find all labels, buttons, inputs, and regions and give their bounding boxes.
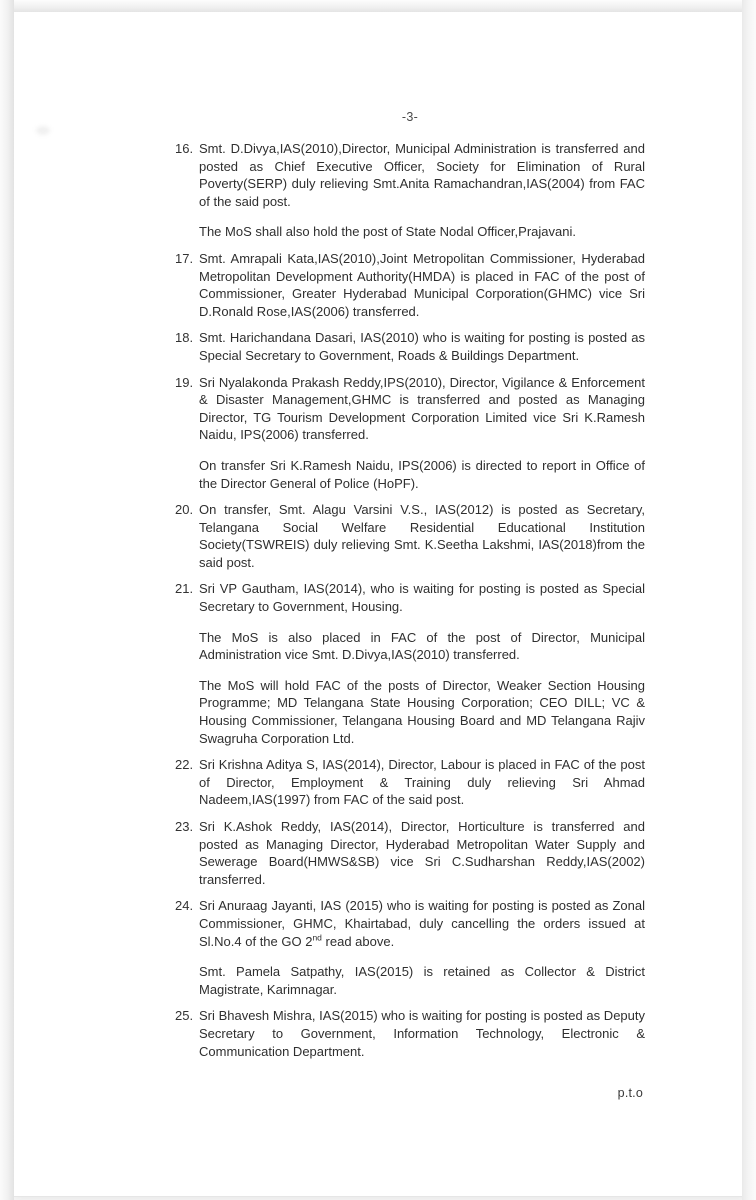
document-text-body bbox=[175, 0, 645, 1100]
order-item-number: 23. bbox=[175, 819, 194, 834]
page-turn-note: p.t.o bbox=[617, 1086, 643, 1101]
order-item-paragraph: The MoS will hold FAC of the posts of Director, Weaker Section Housing Programme; MD Telangana State Housing Corporation; CEO DILL; VC & Housing Commissioner, Telangana Housing Board and MD Telangana Rajiv Swagruha Corporation Ltd. bbox=[199, 677, 645, 746]
order-item bbox=[175, 329, 645, 364]
scan-edge-right bbox=[742, 0, 756, 1200]
order-item bbox=[175, 250, 645, 320]
order-item-paragraph: Sri VP Gautham, IAS(2014), who is waiting for posting is posted as Special Secretary to Government, Housing. bbox=[199, 581, 645, 615]
order-item-number: 19. bbox=[175, 374, 194, 390]
order-item-paragraph: Smt. Amrapali Kata,IAS(2010),Joint Metropolitan Commissioner, Hyderabad Metropolitan Development Authority(HMDA) is placed in FAC of the post of Commissioner, Greater Hyderabad Municipal Corporation(GHMC) vice Sri D.Ronald Rose,IAS(2006) transferred. bbox=[199, 250, 645, 319]
order-item bbox=[175, 374, 645, 493]
order-item-paragraph: Sri Nyalakonda Prakash Reddy,IPS(2010), Director, Vigilance & Enforcement & Disaster Management,GHMC is transferred and posted as Managing Director, TG Tourism Development Corporation Limited vice Sri K.Ramesh Naidu, IPS(2006) transferred. bbox=[199, 374, 645, 443]
scan-artifact-smudge bbox=[36, 126, 50, 135]
order-item-paragraph: Sri K.Ashok Reddy, IAS(2014), Director, Horticulture is transferred and posted as Managing Director, Hyderabad Metropolitan Water Supply and Sewerage Board(HMWS&SB) vice Sri C.Sudharshan Reddy,IAS(2002) transferred. bbox=[199, 819, 645, 887]
scan-edge-left bbox=[0, 0, 14, 1200]
order-item-number: 16. bbox=[175, 141, 194, 156]
numbered-order-list bbox=[175, 140, 645, 1060]
order-item-paragraph: The MoS shall also hold the post of State Nodal Officer,Prajavani. bbox=[199, 224, 576, 240]
order-item-paragraph: Sri Krishna Aditya S, IAS(2014), Director, Labour is placed in FAC of the post of Director, Employment & Training duly relieving Sri Ahmad Nadeem,IAS(1997) from FAC of the said post. bbox=[199, 757, 645, 808]
order-item bbox=[175, 818, 645, 888]
order-item-paragraph: Sri Bhavesh Mishra, IAS(2015) who is waiting for posting is posted as Deputy Secretary to Government, Information Technology, Electronic & Communication Department. bbox=[199, 1008, 645, 1059]
order-item-number: 21. bbox=[175, 581, 194, 597]
order-item-number: 22. bbox=[175, 757, 194, 773]
order-item-paragraph: Smt. Harichandana Dasari, IAS(2010) who is waiting for posting is posted as Special Secretary to Government, Roads & Buildings Department. bbox=[199, 330, 645, 363]
order-item-number: 24. bbox=[175, 898, 194, 914]
order-item-paragraph: On transfer, Smt. Alagu Varsini V.S., IAS(2012) is posted as Secretary, Telangana Social Welfare Residential Educational Institution Society(TSWREIS) duly relieving Smt. K.Seetha Lakshmi, IAS(2018)from the said post. bbox=[199, 502, 645, 570]
order-item-paragraph: The MoS is also placed in FAC of the post of Director, Municipal Administration vice Smt. D.Divya,IAS(2010) transferred. bbox=[199, 629, 645, 663]
order-item-paragraph: On transfer Sri K.Ramesh Naidu, IPS(2006) is directed to report in Office of the Director General of Police (HoPF). bbox=[199, 457, 645, 491]
order-item-number: 17. bbox=[175, 250, 194, 266]
order-item-number: 25. bbox=[175, 1008, 194, 1024]
order-item bbox=[175, 501, 645, 571]
order-item-number: 18. bbox=[175, 330, 194, 346]
order-item-paragraph: Sri Anuraag Jayanti, IAS (2015) who is waiting for posting is posted as Zonal Commissioner, GHMC, Khairtabad, duly cancelling the orders issued at Sl.No.4 of the GO 2nd read above. bbox=[199, 898, 645, 949]
order-item-paragraph: Smt. D.Divya,IAS(2010),Director, Municipal Administration is transferred and posted as Chief Executive Officer, Society for Elimination of Rural Poverty(SERP) duly relieving Smt.Anita Ramachandran,IAS(2004) from FAC of the said post. bbox=[199, 141, 645, 209]
order-item bbox=[175, 1007, 645, 1060]
order-item bbox=[175, 756, 645, 809]
order-item-paragraph: Smt. Pamela Satpathy, IAS(2015) is retained as Collector & District Magistrate, Karimnagar. bbox=[199, 964, 645, 997]
order-item bbox=[175, 140, 645, 241]
order-item-number: 20. bbox=[175, 502, 194, 518]
order-item bbox=[175, 897, 645, 998]
order-item bbox=[175, 580, 645, 747]
page-number: -3- bbox=[401, 110, 419, 124]
